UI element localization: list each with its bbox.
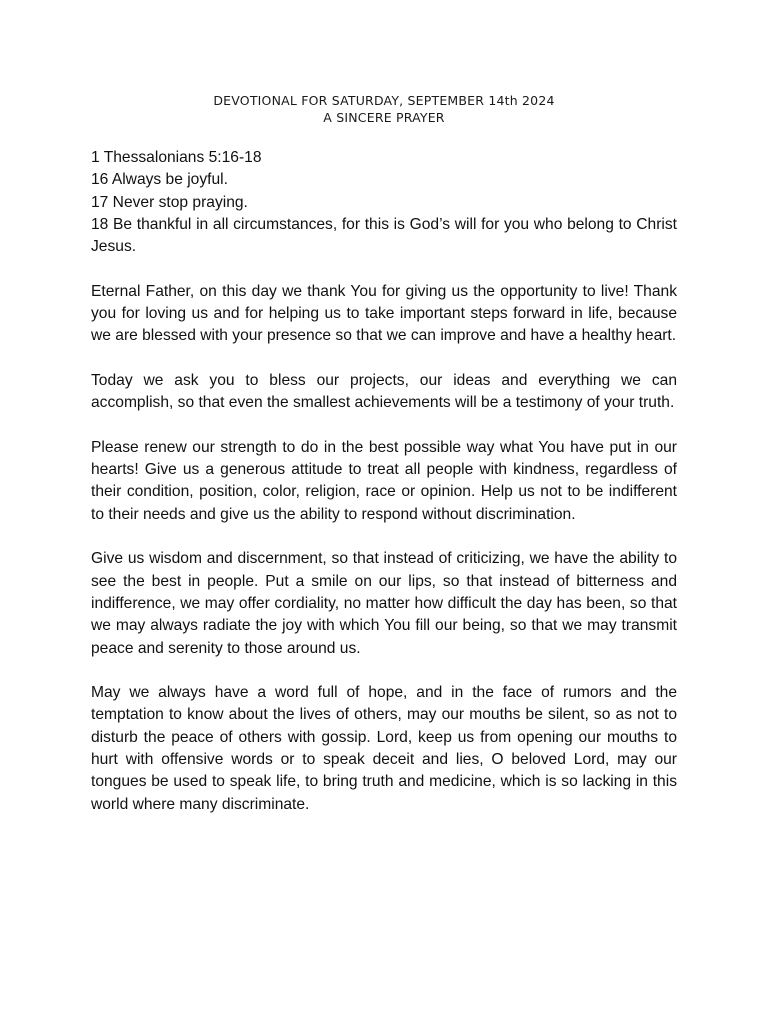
scripture-reference: 1 Thessalonians 5:16-18 [91,149,262,166]
prayer-paragraph-thanks: Eternal Father, on this day we thank You for giving us the opportunity to live! Thank you for loving us and for helping us to take important steps forward in life, because we are blessed with your presence so that we can improve and have a healthy heart. [91,282,677,345]
devotional-body [91,147,677,816]
devotional-heading [0,92,768,126]
scripture-verse-17: 17 Never stop praying. [91,193,248,211]
prayer-paragraph-projects: Today we ask you to bless our projects, our ideas and everything we can accomplish, so that even the smallest achievements will be a testimony of your truth. [91,371,677,412]
scripture-block [91,147,677,258]
prayer-paragraph-hope: May we always have a word full of hope, and in the face of rumors and the temptation to know about the lives of others, may our mouths be silent, so as not to disturb the peace of others with gossip. Lord, keep us from opening our mouths to hurt with offensive words or to speak deceit and lies, O beloved Lord, may our tongues be used to speak life, to bring truth and medicine, which is so lacking in this world where many discriminate. [91,684,677,813]
prayer-paragraph-wisdom: Give us wisdom and discernment, so that instead of criticizing, we have the ability to see the best in people. Put a smile on our lips, so that instead of bitterness and indifference, we may offer cordiality, no matter how difficult the day has been, so that we may always radiate the joy with which You fill our being, so that we may transmit peace and serenity to those around us. [91,550,677,657]
prayer-paragraph-strength: Please renew our strength to do in the best possible way what You have put in our hearts! Give us a generous attitude to treat all people with kindness, regardless of their condition, position, color, religion, race or opinion. Help us not to be indifferent to their needs and give us the ability to respond without discrimination. [91,438,677,523]
devotional-title: DEVOTIONAL FOR SATURDAY, SEPTEMBER 14th 2024 [213,93,555,108]
scripture-verse-16: 16 Always be joyful. [91,171,228,189]
scripture-verse-18: 18 Be thankful in all circumstances, for this is God’s will for you who belong to Christ Jesus. [91,215,677,256]
devotional-subtitle: A SINCERE PRAYER [323,110,445,125]
